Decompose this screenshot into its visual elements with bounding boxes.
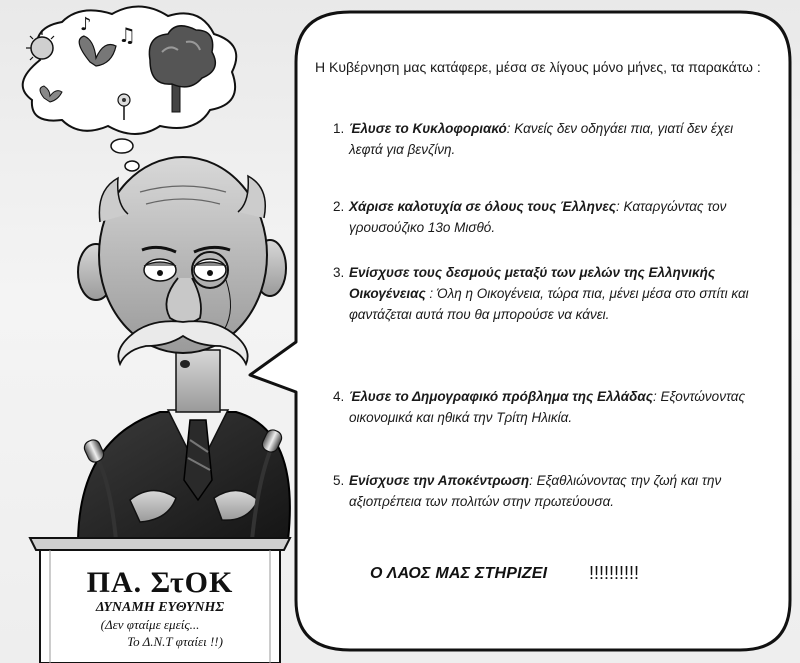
- list-item: [333, 196, 753, 238]
- item-heading: Έλυσε το Δημογραφικό πρόβλημα της Ελλάδας: [349, 389, 653, 404]
- slogan-exclamations: !!!!!!!!!!: [589, 563, 640, 583]
- item-number: 4.: [333, 389, 345, 404]
- item-heading: Έλυσε το Κυκλοφοριακό: [349, 121, 507, 136]
- item-text: : Καταργώντας τον γρουσούζικο 13ο Μισθό.: [349, 199, 727, 235]
- music-note-2: ♫: [118, 23, 136, 47]
- item-number: 2.: [333, 199, 345, 214]
- podium-note-line-2: Το Δ.Ν.Τ φταίει !!): [127, 634, 223, 649]
- politician-figure: [78, 157, 290, 540]
- item-heading: Χάρισε καλοτυχία σε όλους τους Έλληνες: [349, 199, 616, 214]
- item-number: 3.: [333, 265, 345, 280]
- item-text: : Εξαθλιώνοντας την ζωή και την αξιοπρέπεια των πολιτών στην πρωτεύουσα.: [349, 473, 722, 509]
- list-item: [333, 470, 753, 512]
- item-text: : Όλη η Οικογένεια, τώρα πια, μένει μέσα στο σπίτι και φαντάζεται αυτά που θα μπορούσε να κάνει.: [349, 286, 749, 322]
- speech-bubble: [250, 12, 790, 650]
- item-heading: Ενίσχυσε τους δεσμούς μεταξύ των μελών της Ελληνικής Οικογένειας: [349, 265, 716, 301]
- podium-note-line-1: (Δεν φταίμε εμείς...: [100, 617, 200, 632]
- item-text: : Κανείς δεν οδηγάει πια, γιατί δεν έχει λεφτά για βενζίνη.: [349, 121, 734, 157]
- intro-text: Η Κυβέρνηση μας κατάφερε, μέσα σε λίγους μόνο μήνες, τα παρακάτω :: [315, 59, 761, 75]
- podium-title: ΠΑ. ΣτΟΚ: [86, 566, 234, 599]
- item-text: : Εξοντώνοντας οικονομικά και ηθικά την Τρίτη Ηλικία.: [349, 389, 746, 425]
- list-item: [333, 386, 753, 428]
- item-number: 1.: [333, 121, 345, 136]
- list-item: [333, 118, 753, 160]
- list-item: [333, 262, 753, 325]
- slogan: Ο ΛΑΟΣ ΜΑΣ ΣΤΗΡΙΖΕΙ: [370, 565, 548, 582]
- item-number: 5.: [333, 473, 345, 488]
- podium-subtitle: ΔΥΝΑΜΗ ΕΥΘΥΝΗΣ: [95, 600, 225, 615]
- item-heading: Ενίσχυσε την Αποκέντρωση: [349, 473, 530, 488]
- music-note-1: ♪: [80, 14, 92, 35]
